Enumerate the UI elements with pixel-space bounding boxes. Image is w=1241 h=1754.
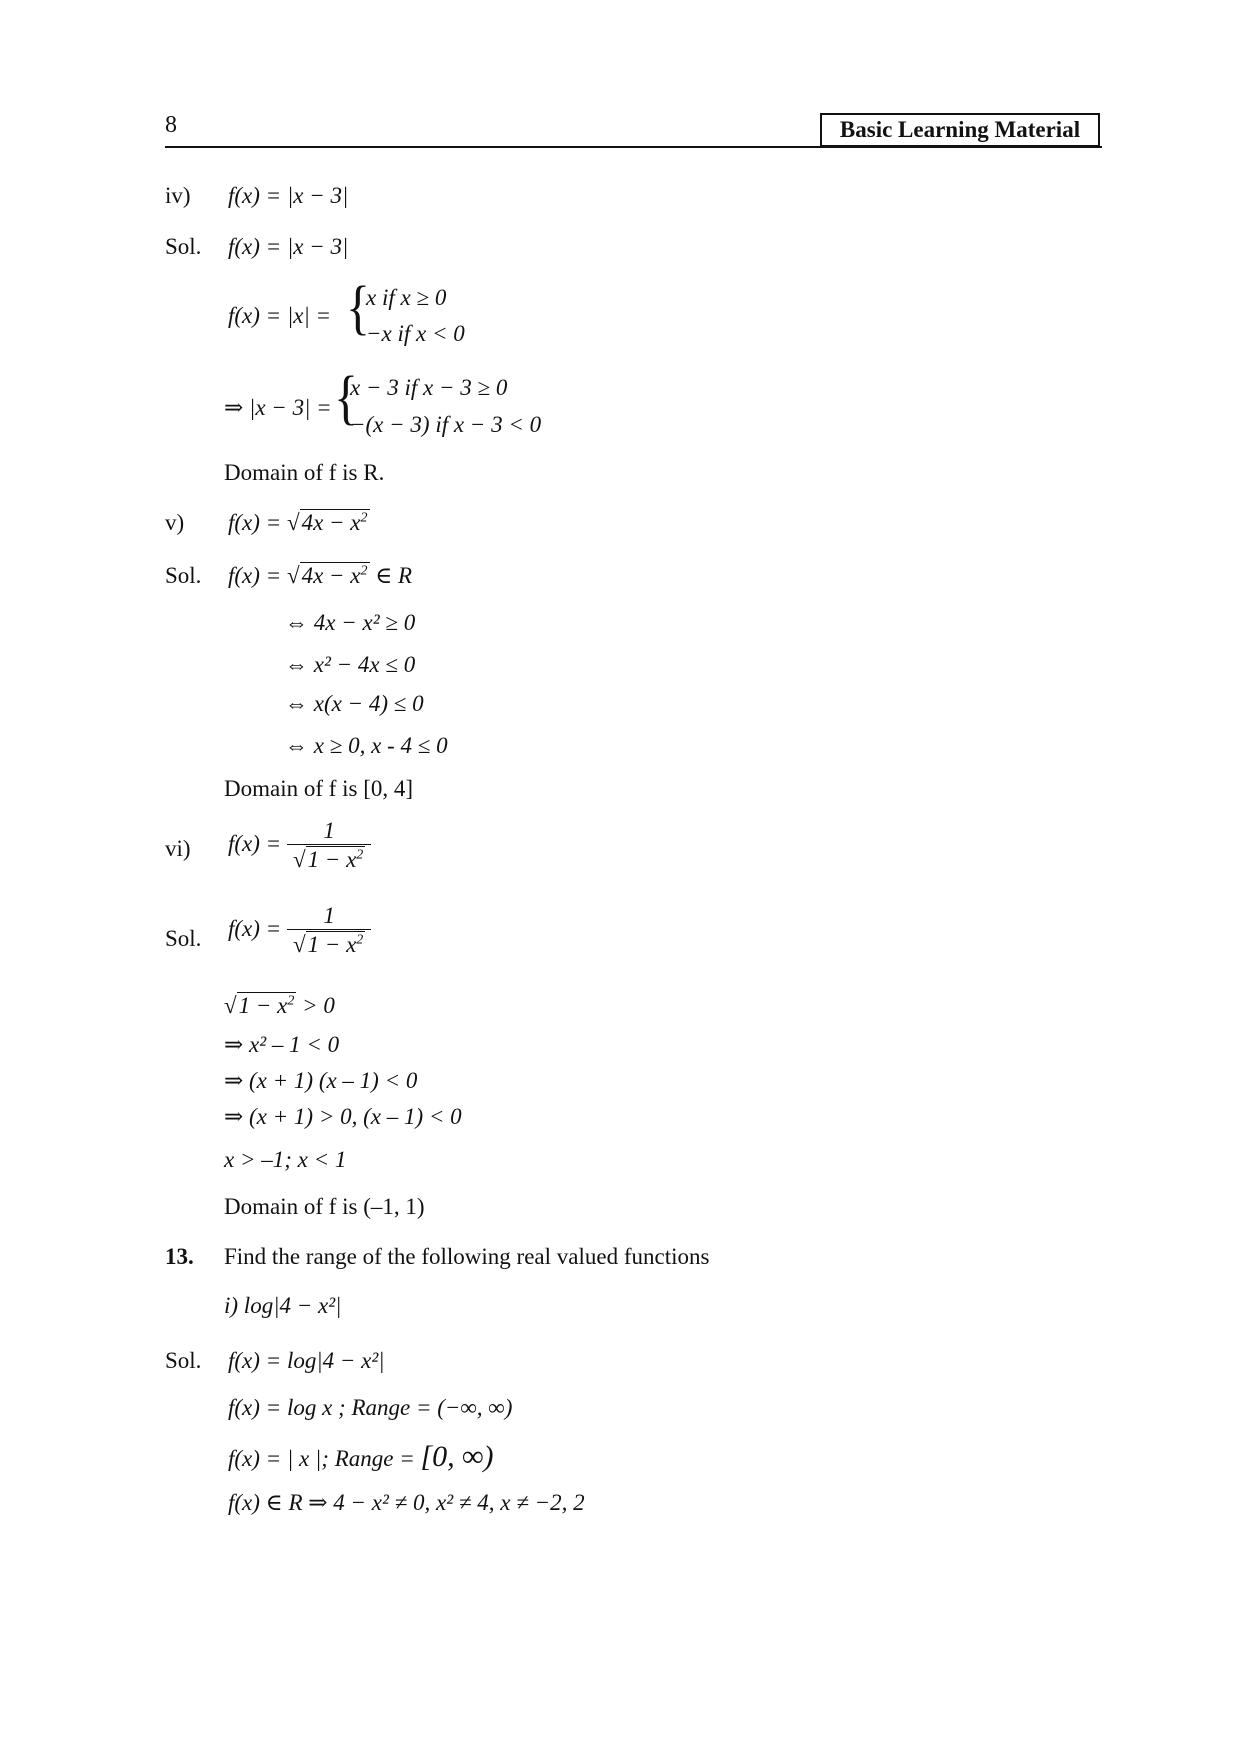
item-vi-step1: $√1 - x^2 > 0$ xyxy=(224,993,335,1018)
item-vi-step3: ⇒ (x + 1) (x – 1) < 0 xyxy=(224,1068,418,1093)
implication-brace: { xyxy=(334,363,358,431)
item-v-step1: ⇔ 4x − x² ≥ 0 xyxy=(285,610,416,635)
item-vi-step4: ⇒ (x + 1) > 0, (x – 1) < 0 xyxy=(224,1104,462,1129)
item-iv-sol-label: Sol. xyxy=(165,234,202,259)
item-v-question: $f(x) = √4x - x^2$ xyxy=(228,510,368,535)
item-vi-domain: Domain of f is (–1, 1) xyxy=(224,1194,425,1219)
item-vi-sol-label: Sol. xyxy=(165,926,202,951)
implication-lhs: ⇒ |x − 3| = xyxy=(224,395,332,420)
q13-question: Find the range of the following real valued functions xyxy=(224,1244,710,1269)
header-rule xyxy=(165,146,1102,148)
item-v-label: v) xyxy=(165,510,185,535)
item-v-sol-line: $f(x) = √4x - x^2$ ∈ R xyxy=(228,563,413,588)
item-iv-sol-line: f(x) = |x − 3| xyxy=(228,234,349,259)
item-v-step4: ⇔ x ≥ 0, x - 4 ≤ 0 xyxy=(285,733,448,758)
abs-definition-lhs: f(x) = |x| = xyxy=(228,303,332,328)
page-number: 8 xyxy=(165,112,177,138)
item-v-step3: ⇔ x(x − 4) ≤ 0 xyxy=(285,691,424,716)
q13-part-i: i) log|4 − x²| xyxy=(224,1293,342,1318)
item-v-sol-label: Sol. xyxy=(165,563,202,588)
q13-line1: f(x) = log|4 − x²| xyxy=(228,1348,385,1373)
abs-definition-brace: { xyxy=(346,273,370,341)
implication-case2: −(x − 3) if x − 3 < 0 xyxy=(350,412,542,437)
item-iv-label: iv) xyxy=(165,183,191,208)
item-vi-question: f(x) = $\frac{1}{√1 - x^2}$ xyxy=(228,818,371,873)
item-vi-step2: ⇒ x² – 1 < 0 xyxy=(224,1032,340,1057)
q13-line4: f(x) ∈ R ⇒ 4 − x² ≠ 0, x² ≠ 4, x ≠ −2, 2 xyxy=(228,1490,585,1515)
item-v-domain: Domain of f is [0, 4] xyxy=(224,776,414,801)
item-vi-step5: x > –1; x < 1 xyxy=(224,1147,347,1172)
q13-line2: f(x) = log x ; Range = (−∞, ∞) xyxy=(228,1395,513,1420)
item-vi-sol-line: f(x) = $\frac{1}{√1 - x^2}$ xyxy=(228,903,371,958)
abs-definition-case2: −x if x < 0 xyxy=(366,321,465,346)
implication-case1: x − 3 if x − 3 ≥ 0 xyxy=(350,375,508,400)
q13-number: 13. xyxy=(165,1244,194,1269)
item-iv-question: f(x) = |x − 3| xyxy=(228,183,349,208)
item-vi-label: vi) xyxy=(165,836,191,861)
item-v-step2: ⇔ x² − 4x ≤ 0 xyxy=(285,652,416,677)
q13-sol-label: Sol. xyxy=(165,1348,202,1373)
item-iv-domain: Domain of f is R. xyxy=(224,460,385,485)
abs-definition-case1: x if x ≥ 0 xyxy=(366,285,447,310)
header-title: Basic Learning Material xyxy=(820,113,1100,147)
q13-line3: f(x) = | x |; Range = [0, ∞) xyxy=(228,1440,494,1473)
